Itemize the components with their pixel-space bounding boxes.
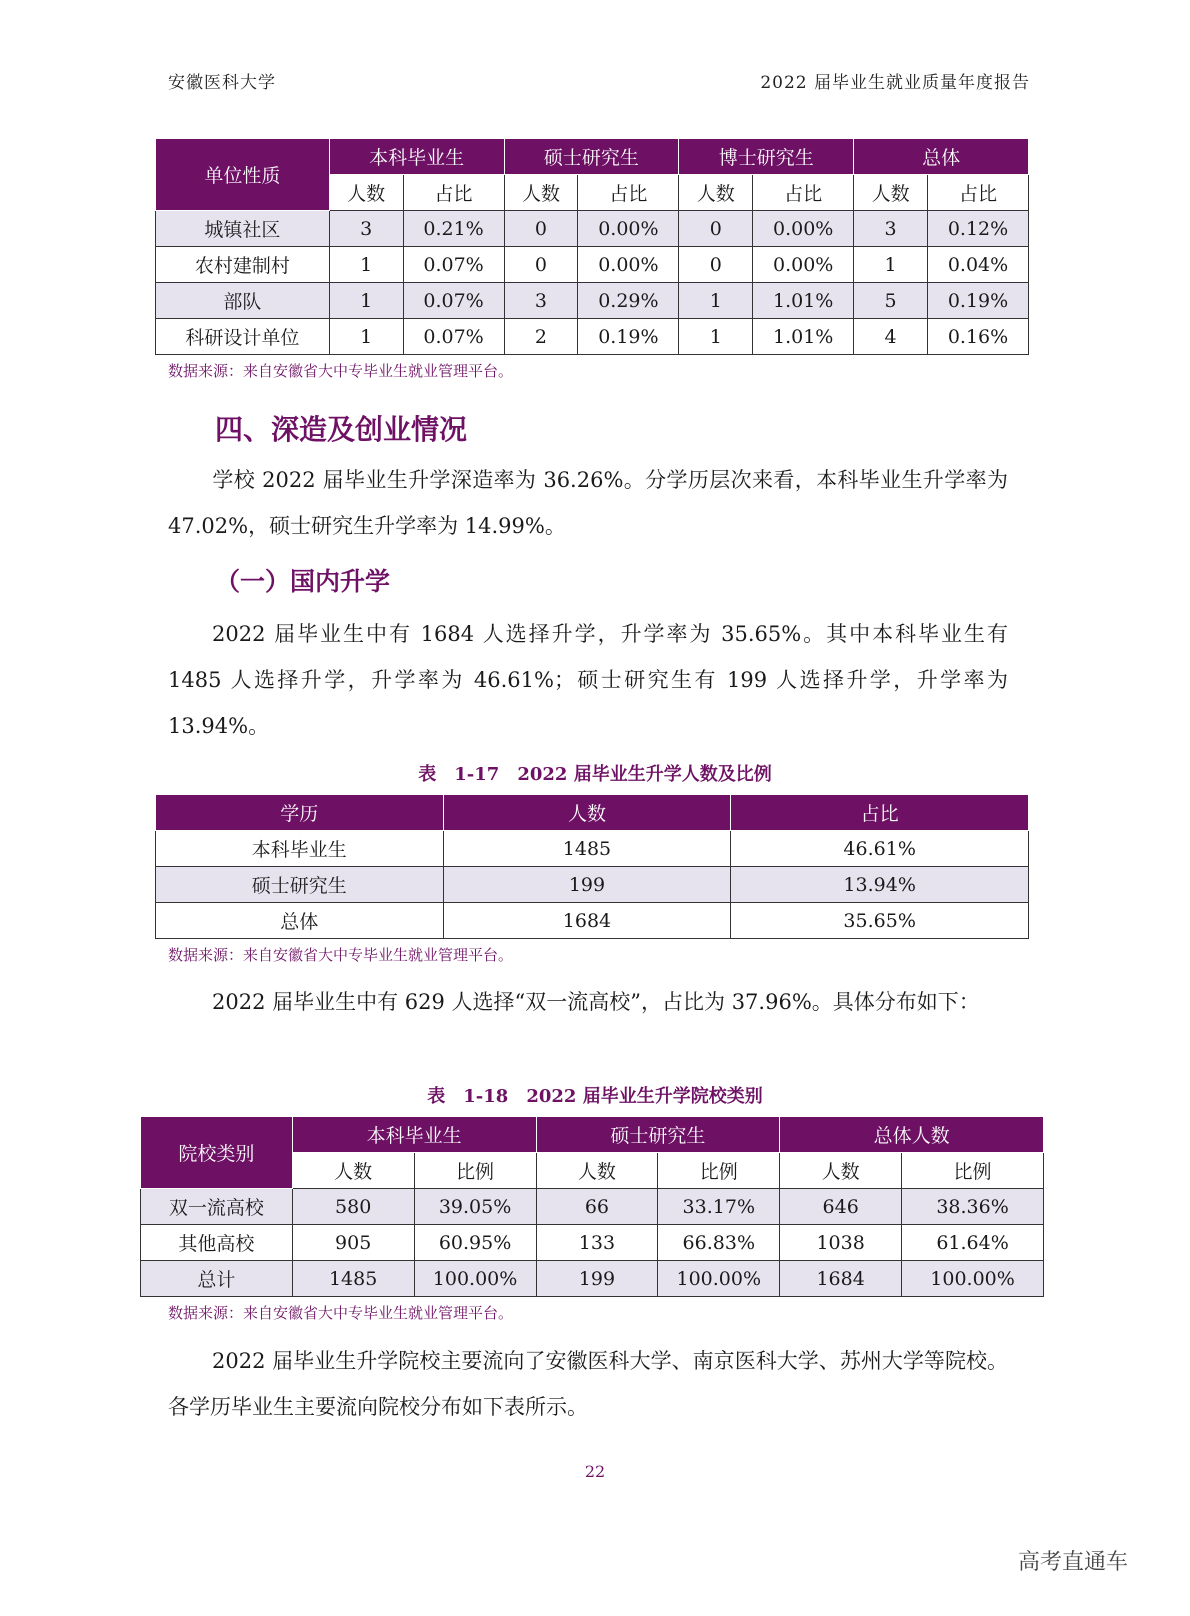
table-cell: 部队 (156, 283, 330, 319)
table-row (141, 1225, 1044, 1261)
header-cell: 占比 (731, 795, 1029, 831)
table-cell: 66 (536, 1189, 658, 1225)
table-cell: 0.00% (753, 247, 854, 283)
table-cell: 0.04% (928, 247, 1029, 283)
table-cell: 双一流高校 (141, 1189, 293, 1225)
table-cell: 199 (443, 867, 731, 903)
table-cell: 0.00% (578, 247, 679, 283)
header-cell: 学历 (156, 795, 444, 831)
header-group: 本科毕业生 (292, 1117, 536, 1153)
header-group: 博士研究生 (679, 139, 854, 175)
table-cell: 0.00% (753, 211, 854, 247)
table-cell: 1.01% (753, 319, 854, 355)
table-cell: 0 (679, 247, 753, 283)
paragraph-destinations: 2022 届毕业生升学院校主要流向了安徽医科大学、南京医科大学、苏州大学等院校。各学历毕业生主要流向院校分布如下表所示。 (168, 1349, 1008, 1419)
table-cell: 城镇社区 (156, 211, 330, 247)
subheader-cell: 占比 (403, 175, 504, 211)
table-cell: 1.01% (753, 283, 854, 319)
header-group: 本科毕业生 (329, 139, 504, 175)
table-cell: 1038 (780, 1225, 902, 1261)
subheader-cell: 占比 (578, 175, 679, 211)
table-cell: 3 (854, 211, 928, 247)
subheader-cell: 比例 (414, 1153, 536, 1189)
section-paragraph: 学校 2022 届毕业生升学深造率为 36.26%。分学历层次来看，本科毕业生升学率为 47.02%，硕士研究生升学率为 14.99%。 (168, 468, 1008, 538)
subheader-cell: 人数 (504, 175, 578, 211)
table-cell: 60.95% (414, 1225, 536, 1261)
subheader-cell: 比例 (902, 1153, 1044, 1189)
table-cell: 0.07% (403, 247, 504, 283)
enrollment-table (155, 794, 1029, 939)
paragraph-double-first-class: 2022 届毕业生中有 629 人选择“双一流高校”，占比为 37.96%。具体分布如下： (212, 990, 980, 1014)
table-cell: 35.65% (731, 903, 1029, 939)
table-cell: 905 (292, 1225, 414, 1261)
page-number: 22 (584, 1462, 606, 1481)
table-cell: 3 (329, 211, 403, 247)
subheader-cell: 占比 (753, 175, 854, 211)
header-unit: 单位性质 (156, 139, 330, 211)
table-row (141, 1261, 1044, 1297)
subsection-title: （一）国内升学 (215, 567, 391, 596)
table-cell: 3 (504, 283, 578, 319)
table-cell: 580 (292, 1189, 414, 1225)
table-cell: 0.07% (403, 283, 504, 319)
table-cell: 1485 (443, 831, 731, 867)
table-cell: 33.17% (658, 1189, 780, 1225)
table-cell: 13.94% (731, 867, 1029, 903)
table-cell: 0.00% (578, 211, 679, 247)
table-cell: 38.36% (902, 1189, 1044, 1225)
table-cell: 本科毕业生 (156, 831, 444, 867)
table-row (156, 247, 1029, 283)
subheader-cell: 占比 (928, 175, 1029, 211)
section-title: 四、深造及创业情况 (215, 413, 468, 446)
table-row (156, 867, 1029, 903)
school-type-table (140, 1116, 1044, 1297)
table-cell: 0.12% (928, 211, 1029, 247)
table-cell: 0.07% (403, 319, 504, 355)
table-cell: 1684 (780, 1261, 902, 1297)
table-cell: 66.83% (658, 1225, 780, 1261)
subheader-cell: 人数 (780, 1153, 902, 1189)
table-caption: 表 1-18 2022 届毕业生升学院校类别 (427, 1086, 763, 1107)
table-cell: 100.00% (658, 1261, 780, 1297)
table-cell: 0.19% (578, 319, 679, 355)
table-cell: 0 (504, 247, 578, 283)
data-source-note: 数据来源：来自安徽省大中专毕业生就业管理平台。 (168, 946, 514, 964)
table-cell: 4 (854, 319, 928, 355)
table-cell: 总体 (156, 903, 444, 939)
subheader-cell: 人数 (536, 1153, 658, 1189)
table-cell: 46.61% (731, 831, 1029, 867)
table-cell: 0.19% (928, 283, 1029, 319)
table-cell: 0.29% (578, 283, 679, 319)
table-cell: 总计 (141, 1261, 293, 1297)
data-source-note: 数据来源：来自安徽省大中专毕业生就业管理平台。 (168, 1304, 514, 1322)
table-cell: 硕士研究生 (156, 867, 444, 903)
table-cell: 0.16% (928, 319, 1029, 355)
table-cell: 61.64% (902, 1225, 1044, 1261)
table-cell: 1 (329, 319, 403, 355)
header-cell: 人数 (443, 795, 731, 831)
subsection-paragraph: 2022 届毕业生中有 1684 人选择升学，升学率为 35.65%。其中本科毕业生有 1485 人选择升学，升学率为 46.61%；硕士研究生有 199 人选择升学，升学率为 13.94%。 (168, 622, 1008, 738)
table-cell: 0 (504, 211, 578, 247)
header-group: 硕士研究生 (504, 139, 679, 175)
table-cell: 199 (536, 1261, 658, 1297)
table-cell: 100.00% (414, 1261, 536, 1297)
table-cell: 1 (329, 247, 403, 283)
table-row (156, 903, 1029, 939)
table-cell: 1485 (292, 1261, 414, 1297)
table-cell: 1 (329, 283, 403, 319)
table-row (141, 1189, 1044, 1225)
subheader-cell: 人数 (329, 175, 403, 211)
table-cell: 39.05% (414, 1189, 536, 1225)
table-cell: 1 (679, 283, 753, 319)
table-cell: 1 (854, 247, 928, 283)
data-source-note: 数据来源：来自安徽省大中专毕业生就业管理平台。 (168, 362, 514, 380)
header-school-type: 院校类别 (141, 1117, 293, 1189)
header-right: 2022 届毕业生就业质量年度报告 (760, 73, 1030, 93)
table-row (156, 283, 1029, 319)
header-group: 硕士研究生 (536, 1117, 780, 1153)
header-group: 总体 (854, 139, 1029, 175)
table-cell: 农村建制村 (156, 247, 330, 283)
table-cell: 100.00% (902, 1261, 1044, 1297)
subheader-cell: 人数 (854, 175, 928, 211)
subheader-cell: 人数 (292, 1153, 414, 1189)
table-cell: 0 (679, 211, 753, 247)
header-group: 总体人数 (780, 1117, 1044, 1153)
watermark: 高考直通车 (1017, 1550, 1128, 1575)
table-cell: 科研设计单位 (156, 319, 330, 355)
table-cell: 1 (679, 319, 753, 355)
table-cell: 2 (504, 319, 578, 355)
table-cell: 5 (854, 283, 928, 319)
table-cell: 133 (536, 1225, 658, 1261)
table-row (156, 319, 1029, 355)
table-caption: 表 1-17 2022 届毕业生升学人数及比例 (418, 764, 772, 785)
subheader-cell: 人数 (679, 175, 753, 211)
subheader-cell: 比例 (658, 1153, 780, 1189)
table-cell: 1684 (443, 903, 731, 939)
table-row (156, 211, 1029, 247)
header-left: 安徽医科大学 (168, 73, 276, 93)
table-row (156, 831, 1029, 867)
unit-nature-table (155, 138, 1029, 355)
table-cell: 0.21% (403, 211, 504, 247)
table-cell: 其他高校 (141, 1225, 293, 1261)
table-cell: 646 (780, 1189, 902, 1225)
